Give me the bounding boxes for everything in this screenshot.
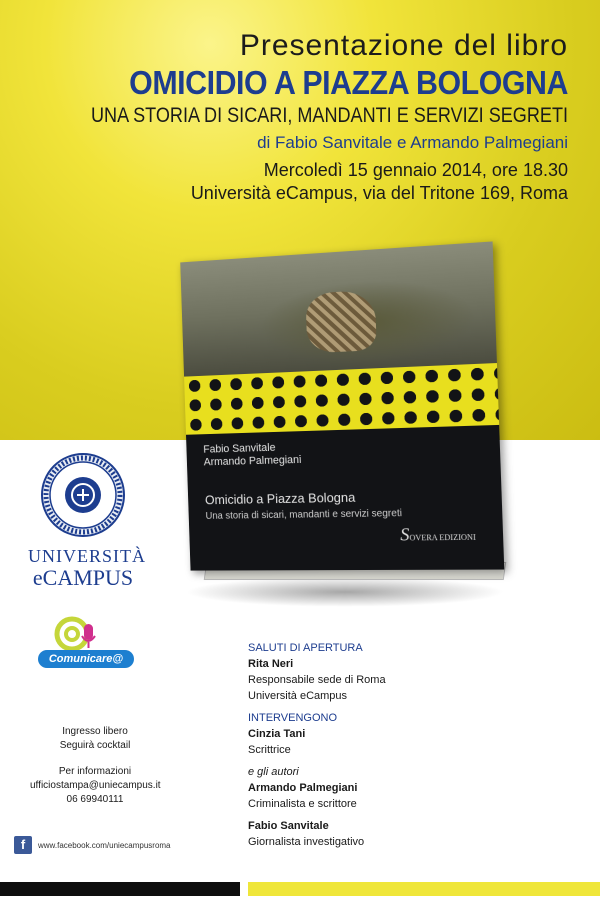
university-name	[28, 546, 146, 590]
contact-phone: 06 69940111	[66, 794, 124, 805]
footer-bar-black	[0, 882, 240, 896]
facebook-icon: f	[14, 836, 32, 854]
author1-name: Armando Palmegiani	[248, 782, 358, 794]
publisher-logo	[400, 523, 476, 545]
speaker1-role: Scrittrice	[248, 744, 291, 756]
comunicare-logo	[38, 616, 148, 672]
opening-speaker-name: Rita Neri	[248, 658, 294, 670]
info-label: Per informazioni	[58, 766, 132, 777]
facebook-url[interactable]: www.facebook.com/uniecampusroma	[38, 840, 171, 850]
cover-author-2: Armando Palmegiani	[203, 453, 302, 469]
facebook-link[interactable]	[14, 836, 171, 854]
opening-speaker-role1: Responsabile sede di Roma	[248, 674, 386, 686]
book-subtitle-heading: UNA STORIA DI SICARI, MANDANTI E SERVIZI SEGRETI	[90, 104, 568, 127]
entry-text: Ingresso libero	[62, 726, 128, 737]
cover-photo-figure	[305, 290, 376, 354]
book-shadow	[185, 577, 505, 607]
university-name-line1: UNIVERSITÀ	[28, 546, 146, 566]
book-cover-image	[175, 252, 505, 597]
event-info	[30, 725, 160, 807]
book-title-heading: OMICIDIO A PIAZZA BOLOGNA	[129, 64, 568, 101]
author2-role: Giornalista investigativo	[248, 836, 365, 848]
comunicare-label: Comunicare@	[38, 650, 134, 668]
author2-name: Fabio Sanvitale	[248, 820, 329, 832]
date-line: Mercoledì 15 gennaio 2014, ore 18.30	[263, 160, 568, 180]
headline-block	[8, 28, 568, 205]
venue-line: Università eCampus, via del Tritone 169, Roma	[190, 183, 568, 203]
publisher-name: OVERA EDIZIONI	[409, 532, 476, 543]
speakers-heading: INTERVENGONO	[248, 712, 338, 724]
speaker1-name: Cinzia Tani	[248, 728, 306, 740]
presentation-line: Presentazione del libro	[239, 29, 568, 62]
cover-photo	[180, 241, 497, 378]
authors-intro: e gli autori	[248, 766, 299, 778]
book-front	[180, 241, 504, 570]
cover-text	[203, 435, 494, 521]
cocktail-text: Seguirà cocktail	[59, 740, 131, 751]
publisher-initial: S	[399, 524, 410, 545]
cover-dotted-band	[184, 363, 499, 435]
cover-author-1: Fabio Sanvitale	[203, 441, 276, 456]
cover-title: Omicidio a Piazza Bologna	[204, 489, 356, 508]
university-seal-icon	[40, 452, 126, 538]
footer-bar-yellow	[248, 882, 600, 896]
author1-role: Criminalista e scrittore	[248, 798, 357, 810]
cover-subtitle: Una storia di sicari, mandanti e servizi segreti	[205, 508, 403, 522]
contact-email[interactable]: ufficiostampa@uniecampus.it	[30, 780, 161, 791]
authors-line: di Fabio Sanvitale e Armando Palmegiani	[257, 133, 568, 152]
opening-heading: SALUTI DI APERTURA	[248, 642, 363, 654]
university-name-line2: eCAMPUS	[32, 565, 134, 590]
program	[248, 640, 588, 850]
opening-speaker-role2: Università eCampus	[248, 690, 348, 702]
